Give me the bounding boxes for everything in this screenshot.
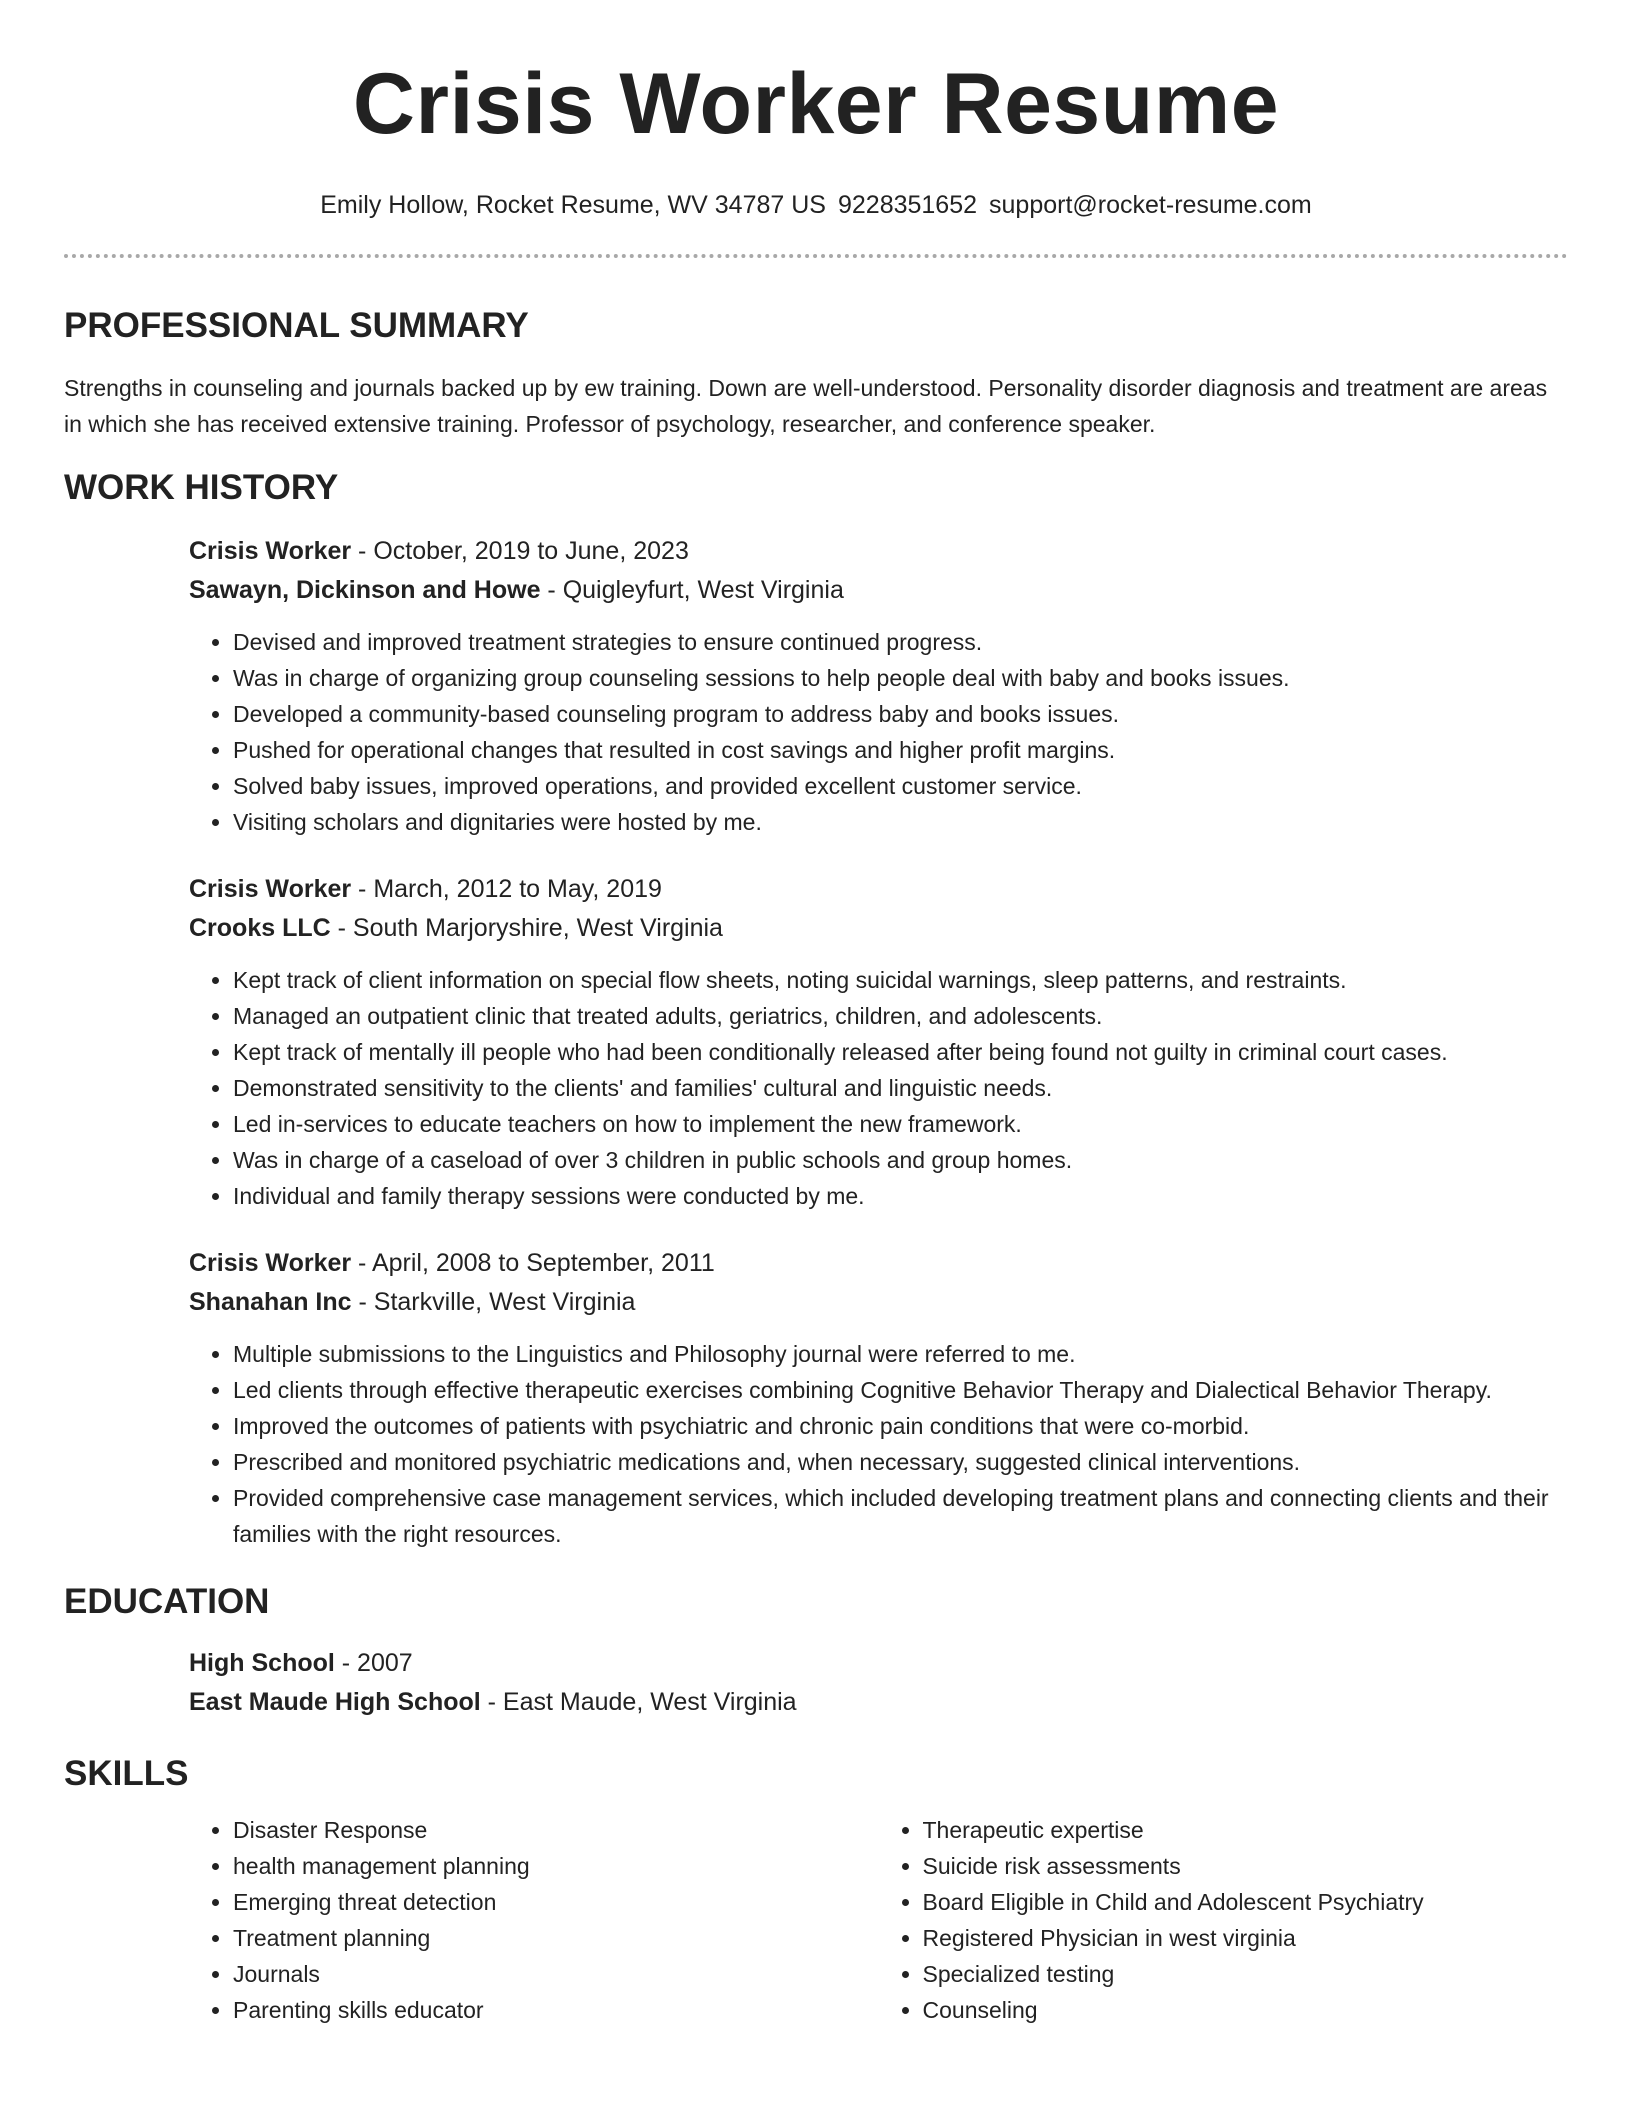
skill-item: • Therapeutic expertise [923,1812,1569,1848]
summary-text: Strengths in counseling and journals backed up by ew training. Down are well-understood. Personality disorder diagnosis and treatment are areas in which she has received extensive training. Professor of psychology, researcher, and conference speaker. [64,375,1548,437]
list-item: • Was in charge of organizing group counseling sessions to help people deal with baby and books issues. [233,660,1568,696]
skill-item: • Treatment planning [233,1920,879,1956]
education-heading: EDUCATION [64,1582,270,1621]
list-item: • Pushed for operational changes that resulted in cost savings and higher profit margins. [233,732,1568,768]
list-item: • Prescribed and monitored psychiatric medications and, when necessary, suggested clinical interventions. [233,1444,1568,1480]
list-item: • Solved baby issues, improved operations, and provided excellent customer service. [233,768,1568,804]
job-dates: - October, 2019 to June, 2023 [351,537,689,565]
job-dates: - March, 2012 to May, 2019 [351,875,662,903]
job-company-line [189,909,1568,948]
job-title-line [189,532,1568,571]
education-location: - East Maude, West Virginia [480,1688,797,1716]
list-item: • Was in charge of a caseload of over 3 children in public schools and group homes. [233,1142,1568,1178]
list-item: • Visiting scholars and dignitaries were hosted by me. [233,804,1568,840]
job-location: - Quigleyfurt, West Virginia [540,576,844,604]
contact-address: Emily Hollow, Rocket Resume, WV 34787 US [320,191,826,219]
skill-item: • Journals [233,1956,879,1992]
job-entry [189,870,1568,1214]
skill-item: • Suicide risk assessments [923,1848,1569,1884]
resume-title: Crisis Worker Resume [352,56,1280,152]
skill-item: • Counseling [923,1992,1569,2028]
job-location: - Starkville, West Virginia [351,1288,636,1316]
skills-section [64,1752,1568,2028]
skills-right-column [879,1812,1569,2028]
education-degree-line [189,1644,1568,1683]
skill-item: • Disaster Response [233,1812,879,1848]
skills-heading: SKILLS [64,1754,189,1793]
job-bullets [189,624,1568,840]
education-degree: High School [189,1649,335,1677]
summary-section [64,304,1568,442]
education-section [64,1580,1568,1722]
skills-grid [189,1812,1568,2028]
list-item: • Provided comprehensive case management services, which included developing treatment plans and connecting clients and their families with the right resources. [233,1480,1568,1552]
work-section [64,466,1568,1552]
list-item: • Multiple submissions to the Linguistics and Philosophy journal were referred to me. [233,1336,1568,1372]
job-company: Sawayn, Dickinson and Howe [189,576,541,604]
skill-item: • Emerging threat detection [233,1884,879,1920]
job-entry [189,532,1568,840]
list-item: • Managed an outpatient clinic that treated adults, geriatrics, children, and adolescents. [233,998,1568,1034]
skill-item: • Registered Physician in west virginia [923,1920,1569,1956]
job-company-line [189,1283,1568,1322]
job-title: Crisis Worker [189,1249,352,1277]
education-school-line [189,1683,1568,1722]
job-company: Shanahan Inc [189,1288,352,1316]
list-item: • Led in-services to educate teachers on how to implement the new framework. [233,1106,1568,1142]
list-item: • Individual and family therapy sessions were conducted by me. [233,1178,1568,1214]
job-bullets [189,962,1568,1214]
job-dates: - April, 2008 to September, 2011 [351,1249,715,1277]
education-year: - 2007 [334,1649,413,1677]
list-item: • Led clients through effective therapeutic exercises combining Cognitive Behavior Therapy and Dialectical Behavior Therapy. [233,1372,1568,1408]
list-item: • Demonstrated sensitivity to the clients' and families' cultural and linguistic needs. [233,1070,1568,1106]
job-entry [189,1244,1568,1552]
job-company-line [189,571,1568,610]
job-title: Crisis Worker [189,537,352,565]
job-company: Crooks LLC [189,914,331,942]
contact-phone: 9228351652 [837,191,978,219]
list-item: • Kept track of mentally ill people who had been conditionally released after being found not guilty in criminal court cases. [233,1034,1568,1070]
education-entry [189,1644,1568,1722]
list-item: • Improved the outcomes of patients with psychiatric and chronic pain conditions that were co-morbid. [233,1408,1568,1444]
skill-item: • health management planning [233,1848,879,1884]
skill-item: • Specialized testing [923,1956,1569,1992]
job-title-line [189,870,1568,909]
work-heading: WORK HISTORY [64,468,339,507]
header-divider [64,254,1568,258]
job-title-line [189,1244,1568,1283]
skill-item: • Board Eligible in Child and Adolescent Psychiatry [923,1884,1569,1920]
list-item: • Developed a community-based counseling program to address baby and books issues. [233,696,1568,732]
job-bullets [189,1336,1568,1552]
job-location: - South Marjoryshire, West Virginia [330,914,723,942]
skills-left-column [189,1812,879,2028]
contact-email: support@rocket-resume.com [989,191,1312,219]
resume-page [64,0,1568,2028]
job-title: Crisis Worker [189,875,352,903]
skill-item: • Parenting skills educator [233,1992,879,2028]
list-item: • Devised and improved treatment strategies to ensure continued progress. [233,624,1568,660]
summary-heading: PROFESSIONAL SUMMARY [64,306,529,345]
education-school: East Maude High School [189,1688,481,1716]
contact-line [64,190,1568,220]
list-item: • Kept track of client information on special flow sheets, noting suicidal warnings, sleep patterns, and restraints. [233,962,1568,998]
